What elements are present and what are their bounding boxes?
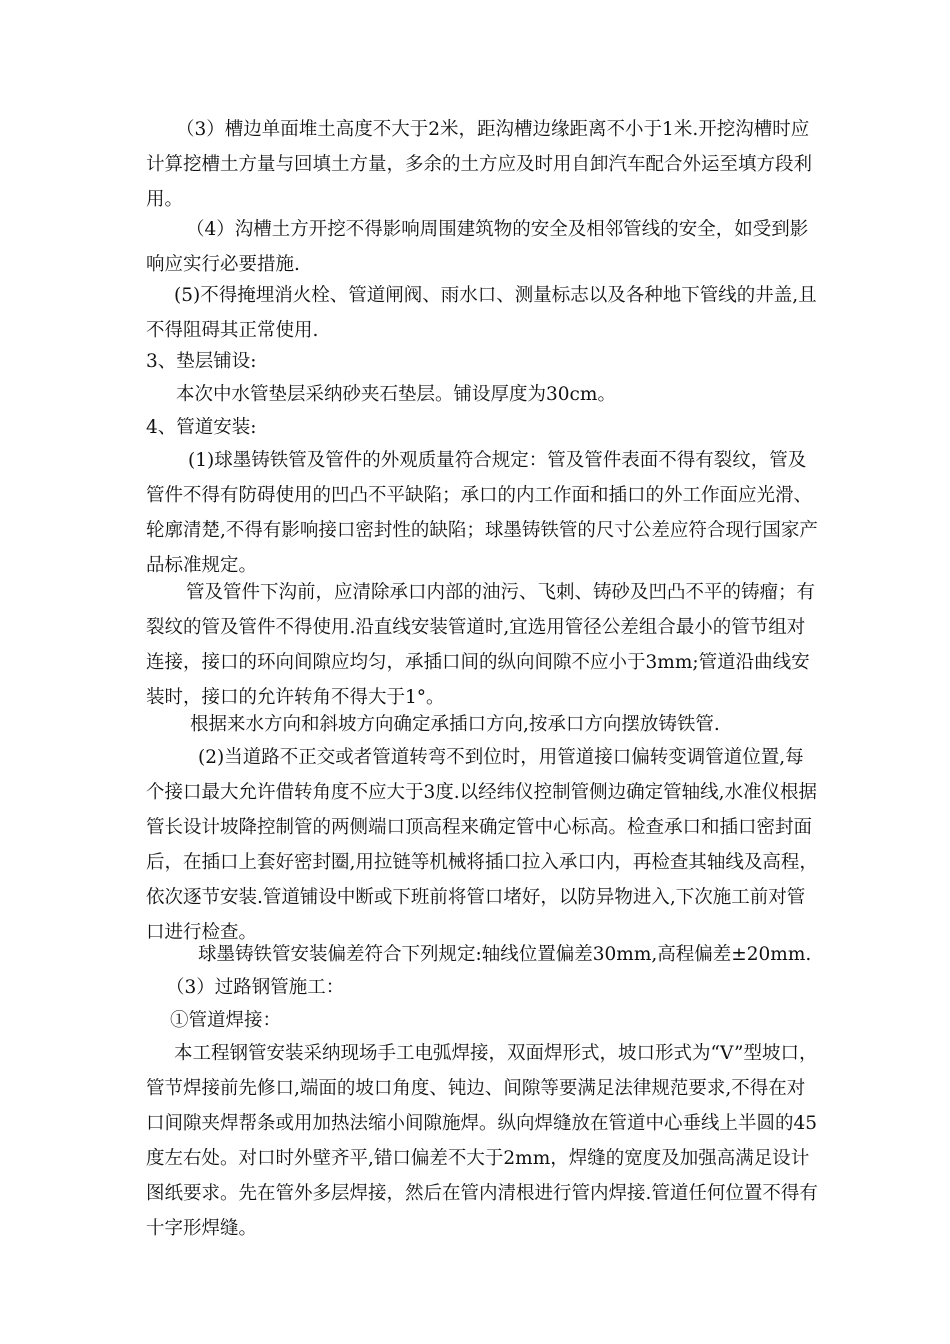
heading-cushion-laying: 3、垫层铺设: [146, 351, 257, 372]
paragraph-cushion: 本次中水管垫层采纳砂夹石垫层。铺设厚度为30cm。 [176, 384, 616, 405]
heading-pipe-welding: ①管道焊接： [170, 1010, 282, 1031]
paragraph-trench-safety: （4）沟槽土方开挖不得影响周围建筑物的安全及相邻管线的安全，如受到影响应实行必要措施. [146, 219, 809, 275]
paragraph-ductile-iron-quality: (1)球墨铸铁管及管件的外观质量符合规定：管及管件表面不得有裂纹，管及管件不得有防碍使用的凹凸不平缺陷；承口的内工作面和插口的外工作面应光滑、轮廓清楚,不得有影响接口密封性的缺陷；球墨铸铁管的尺寸公差应符合现行国家产品标准规定。 [146, 450, 818, 576]
paragraph-pipe-lowering: 管及管件下沟前，应清除承口内部的油污、飞刺、铸砂及凹凸不平的铸瘤；有裂纹的管及管件不得使用.沿直线安装管道时,宜选用管径公差组合最小的管节组对连接，接口的环向间隙应均匀，承插口间的纵向间隙不应小于3mm;管道沿曲线安装时，接口的允许转角不得大于1°。 [146, 582, 816, 708]
paragraph-socket-direction: 根据来水方向和斜坡方向确定承插口方向,按承口方向摆放铸铁管. [190, 714, 720, 735]
paragraph-trench-spoil: （3）槽边单面堆土高度不大于2米，距沟槽边缘距离不小于1米.开挖沟槽时应计算挖槽土方量与回填土方量，多余的土方应及时用自卸汽车配合外运至填方段利用。 [146, 119, 813, 210]
paragraph-installation-tolerance: 球墨铸铁管安装偏差符合下列规定:轴线位置偏差30mm,高程偏差±20mm. [198, 944, 812, 965]
heading-pipe-installation: 4、管道安装: [146, 417, 257, 438]
heading-road-crossing-steel-pipe: （3）过路钢管施工： [166, 977, 345, 998]
paragraph-welding-details: 本工程钢管安装采纳现场手工电弧焊接，双面焊形式，坡口形式为“V”型坡口，管节焊接前先修口,端面的坡口角度、钝边、间隙等要满足法律规范要求,不得在对口间隙夹焊帮条或用加热法缩小间隙施焊。纵向焊缝放在管道中心垂线上半圆的45度左右处。对口时外壁齐平,错口偏差不大于2mm，焊缝的宽度及加强高满足设计图纸要求。先在管外多层焊接，然后在管内清根进行管内焊接.管道任何位置不得有十字形焊缝。 [146, 1043, 818, 1239]
paragraph-no-burying: (5)不得掩埋消火栓、管道闸阀、雨水口、测量标志以及各种地下管线的井盖,且不得阻碍其正常使用. [146, 285, 817, 341]
paragraph-joint-deflection: (2)当道路不正交或者管道转弯不到位时，用管道接口偏转变调管道位置,每个接口最大允许借转角度不应大于3度.以经纬仪控制管侧边确定管轴线,水准仪根据管长设计坡降控制管的两侧端口顶高程来确定管中心标高。检查承口和插口密封面后，在插口上套好密封圈,用拉链等机械将插口拉入承口内，再检查其轴线及高程，依次逐节安装.管道铺设中断或下班前将管口堵好，以防异物进入,下次施工前对管口进行检查。 [146, 747, 818, 943]
